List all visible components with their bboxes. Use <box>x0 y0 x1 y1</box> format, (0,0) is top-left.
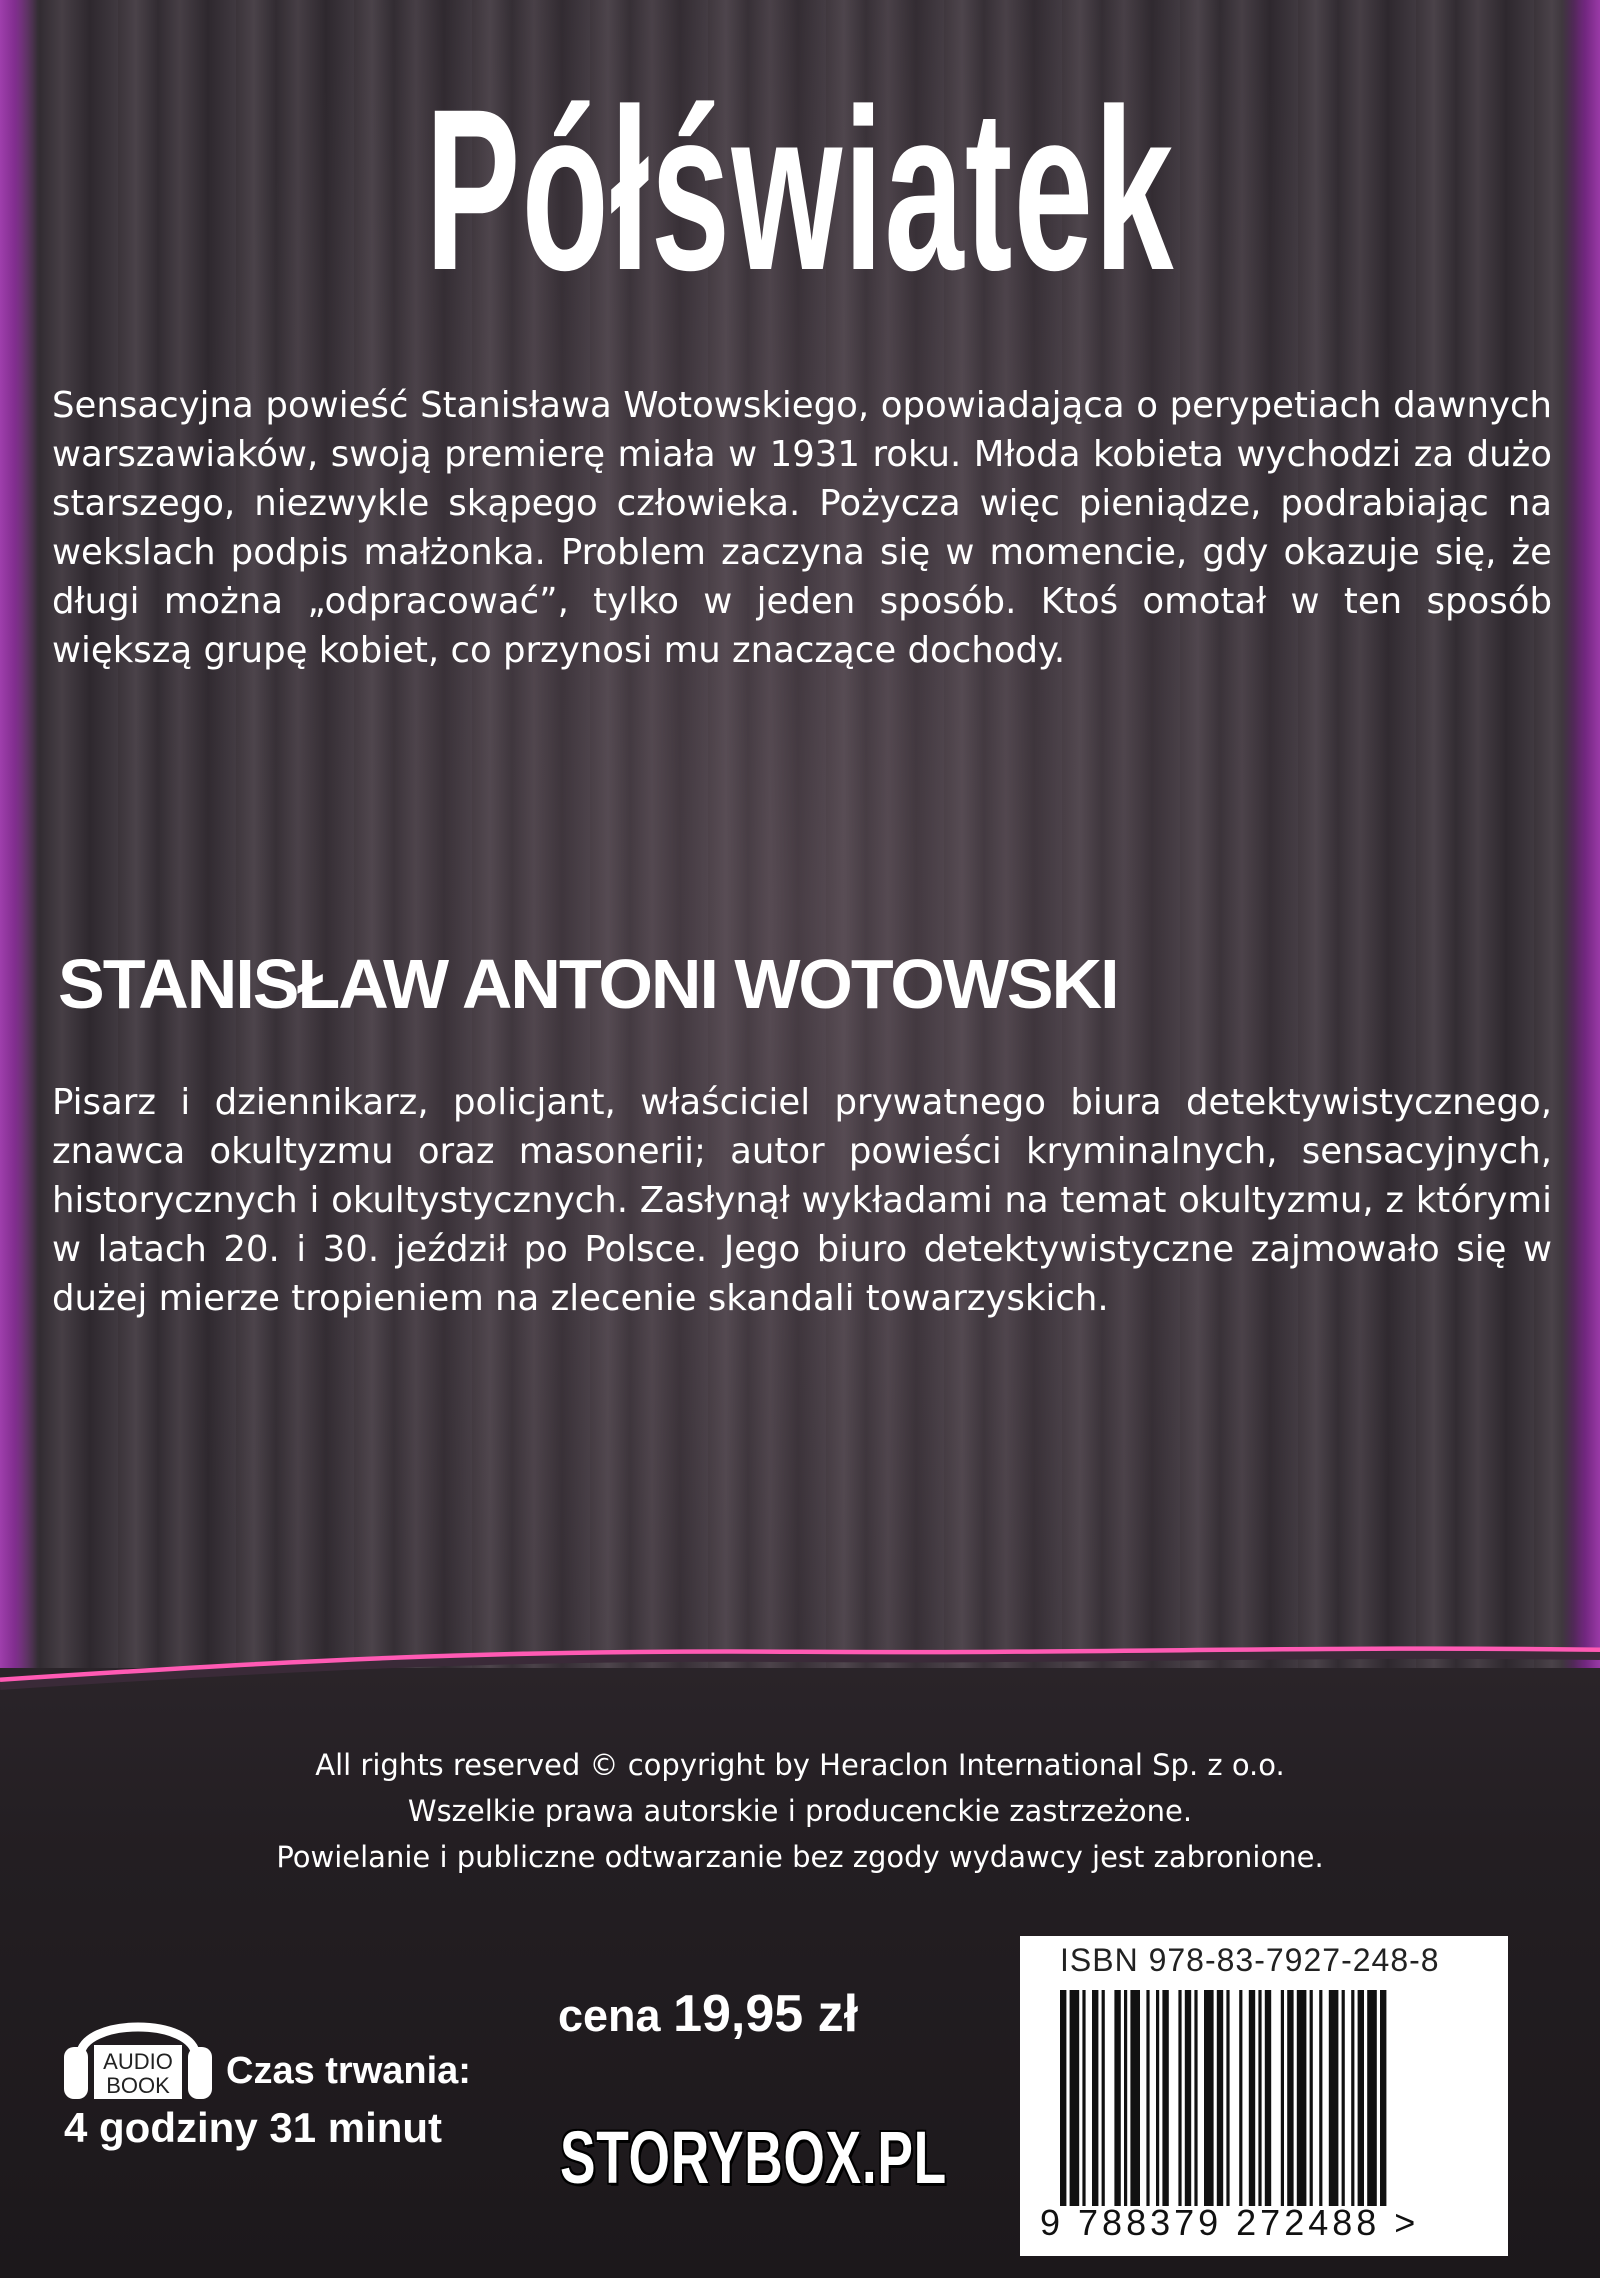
legal-line-1: All rights reserved © copyright by Heraclon International Sp. z o.o. <box>315 1748 1285 1782</box>
barcode-bar <box>1367 1990 1377 2206</box>
isbn-text: ISBN 978-83-7927-248-8 <box>1060 1942 1440 1978</box>
barcode-bar <box>1082 1990 1085 2206</box>
barcode-bar <box>1194 1990 1197 2206</box>
barcode-bar <box>1358 1990 1364 2206</box>
duration-value: 4 godziny 31 minut <box>64 2104 443 2151</box>
audio-icon-line1: AUDIO <box>103 2049 173 2074</box>
storybox-logo <box>560 2110 947 2206</box>
book-title: Półświatek <box>425 61 1175 318</box>
pink-wave-divider <box>0 1640 1600 1700</box>
barcode-bar <box>1351 1990 1354 2206</box>
barcode-bar <box>1258 1990 1261 2206</box>
author-bio: Pisarz i dziennikarz, policjant, właściciel prywatnego biura detektywistycznego, znawca okultyzmu oraz masonerii; autor powieści kryminalnych, sensacyjnych, historycznych i okultystycznych. Zasłynął wykładami na temat okultyzmu, z którymi w latach 20. i 30. jeździł po Polsce. Jego biuro detektywistyczne zajmowało się w dużej mierze tropieniem na zlecenie skandali towarzyskich. <box>52 1082 1552 1319</box>
barcode-bar <box>1146 1990 1149 2206</box>
barcode-bar <box>1380 1990 1386 2206</box>
barcode-bar <box>1239 1990 1242 2206</box>
price-value: 19,95 zł <box>673 1985 859 2043</box>
barcode-bar <box>1114 1990 1120 2206</box>
right-purple-glow <box>1562 0 1600 1680</box>
barcode-box <box>1020 1936 1508 2256</box>
legal-notice <box>0 1742 1600 1880</box>
barcode-bar <box>1342 1990 1345 2206</box>
barcode-bar <box>1070 1990 1080 2206</box>
barcode-bar <box>1178 1990 1181 2206</box>
barcode-digits: 9 788379 272488 > <box>1040 2202 1420 2243</box>
barcode-bar <box>1185 1990 1191 2206</box>
barcode-bar <box>1130 1990 1140 2206</box>
headphones-audiobook-icon <box>58 1995 218 2105</box>
left-purple-glow <box>0 0 38 1680</box>
barcode-bar <box>1310 1990 1313 2206</box>
price <box>558 1984 858 2044</box>
book-description: Sensacyjna powieść Stanisława Wotowskiego, opowiadająca o perypetiach dawnych warszawiaków, swoją premierę miała w 1931 roku. Młoda kobieta wychodzi za dużo starszego, niezwykle skąpego człowieka. Pożycza więc pieniądze, podrabiając na wekslach podpis małżonka. Problem zaczyna się w momencie, gdy okazuje się, że długi można „odpracować”, tylko w jeden sposób. Ktoś omotał w ten sposób większą grupę kobiet, co przynosi mu znaczące dochody. <box>52 385 1552 671</box>
legal-line-3: Powielanie i publiczne odtwarzanie bez zgody wydawcy jest zabronione. <box>276 1840 1324 1874</box>
barcode-bar <box>1060 1990 1066 2206</box>
barcode-bar <box>1265 1990 1271 2206</box>
duration-label: Czas trwania: <box>226 2050 471 2092</box>
price-label: cena <box>558 1990 661 2041</box>
barcode-bar <box>1297 1990 1307 2206</box>
barcode-bar <box>1092 1990 1098 2206</box>
barcode-bar <box>1217 1990 1223 2206</box>
barcode-bar <box>1226 1990 1229 2206</box>
legal-line-2: Wszelkie prawa autorskie i producenckie zastrzeżone. <box>407 1794 1193 1828</box>
barcode-icon <box>1060 1990 1480 2206</box>
barcode-bar <box>1319 1990 1322 2206</box>
barcode-bar <box>1329 1990 1339 2206</box>
barcode-bar <box>1204 1990 1214 2206</box>
barcode-bar <box>1102 1990 1105 2206</box>
barcode-bar <box>1162 1990 1168 2206</box>
barcode-bar <box>1287 1990 1293 2206</box>
author-name: STANISŁAW ANTONI WOTOWSKI <box>58 945 1118 1023</box>
barcode-bar <box>1124 1990 1127 2206</box>
publisher-logo-text: STORYBOX.PL <box>560 2116 947 2199</box>
audio-icon-line2: BOOK <box>106 2073 170 2098</box>
barcode-bar <box>1249 1990 1255 2206</box>
barcode-bar <box>1156 1990 1159 2206</box>
barcode-bar <box>1281 1990 1284 2206</box>
